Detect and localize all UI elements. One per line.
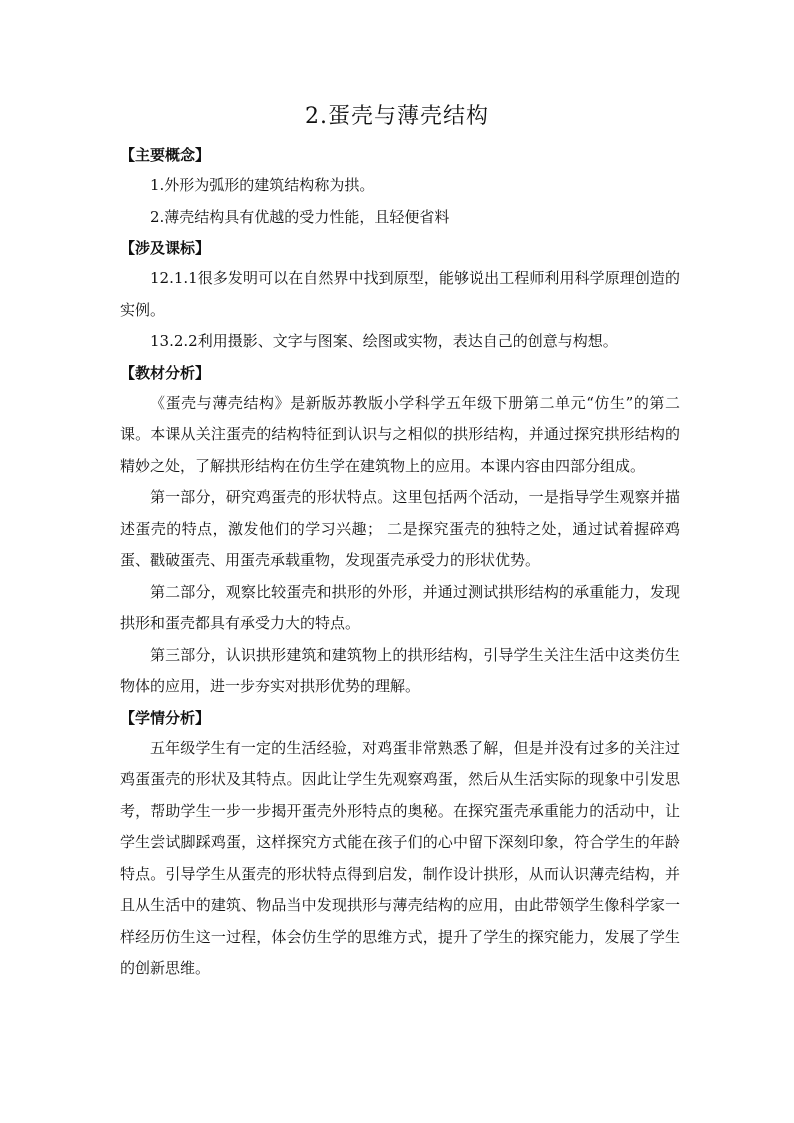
section-textbook-analysis (120, 358, 680, 703)
section-heading: 【教材分析】 (120, 363, 211, 382)
section-heading: 【涉及课标】 (120, 239, 211, 257)
paragraph: 第一部分，研究鸡蛋壳的形状特点。这里包括两个活动，一是指导学生观察并描述蛋壳的特点，激发他们的学习兴趣； 二是探究蛋壳的独特之处，通过试着握碎鸡蛋、戳破蛋壳、用蛋壳承载重物，发现蛋壳承受力的形状优势。 (120, 488, 680, 569)
section-curriculum-standards (120, 233, 680, 358)
paragraph: 第三部分，认识拱形建筑和建筑物上的拱形结构，引导学生关注生活中这类仿生物体的应用，进一步夯实对拱形优势的理解。 (120, 645, 680, 695)
section-heading: 【主要概念】 (120, 146, 211, 164)
paragraph: 《蛋壳与薄壳结构》是新版苏教版小学科学五年级下册第二单元“仿生”的第二课。本课从关注蛋壳的结构特征到认识与之相似的拱形结构，并通过探究拱形结构的精妙之处，了解拱形结构在仿生学在建筑物上的应用。本课内容由四部分组成。 (120, 393, 680, 475)
paragraph: 五年级学生有一定的生活经验，对鸡蛋非常熟悉了解，但是并没有过多的关注过鸡蛋蛋壳的形状及其特点。因此让学生先观察鸡蛋，然后从生活实际的现象中引发思考，帮助学生一步一步揭开蛋壳外形特点的奥秘。在探究蛋壳承重能力的活动中，让学生尝试脚踩鸡蛋，这样探究方式能在孩子们的心中留下深刻印象，符合学生的年龄特点。引导学生从蛋壳的形状特点得到启发，制作设计拱形，从而认识薄壳结构，并且从生活中的建筑、物品当中发现拱形与薄壳结构的应用，由此带领学生像科学家一样经历仿生这一过程，体会仿生学的思维方式，提升了学生的探究能力，发展了学生的创新思维。 (120, 738, 680, 977)
paragraph: 1.外形为弧形的建筑结构称为拱。 (150, 176, 375, 194)
paragraph: 第二部分，观察比较蛋壳和拱形的外形，并通过测试拱形结构的承重能力，发现拱形和蛋壳都具有承受力大的特点。 (120, 582, 680, 632)
document-title: 2.蛋壳与薄壳结构 (305, 104, 489, 129)
paragraph: 13.2.2利用摄影、文字与图案、绘图或实物，表达自己的创意与构想。 (150, 332, 618, 350)
paragraph: 2.薄壳结构具有优越的受力性能，且轻便省料 (150, 207, 450, 226)
section-heading: 【学情分析】 (120, 708, 211, 727)
section-main-concepts (120, 140, 680, 233)
document-body (120, 140, 680, 985)
paragraph: 12.1.1很多发明可以在自然界中找到原型，能够说出工程师利用科学原理创造的实例。 (120, 269, 680, 319)
section-student-analysis (120, 703, 680, 985)
